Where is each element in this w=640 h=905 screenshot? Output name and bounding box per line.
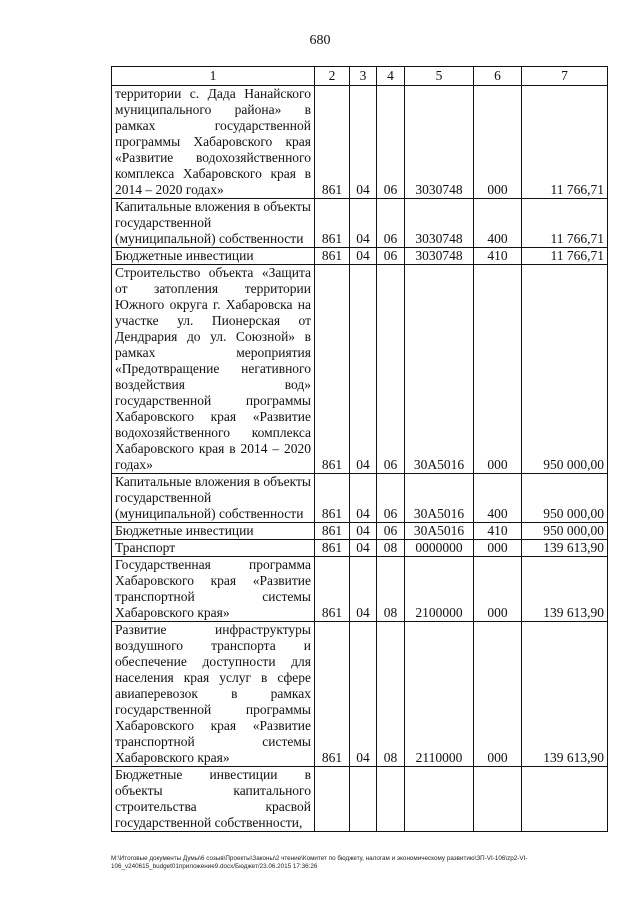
table-row <box>112 265 608 474</box>
row-cell-c4: 08 <box>377 622 405 767</box>
row-description: Государственная программа Хабаровского края «Развитие транспортной системы Хабаровского края» <box>112 557 315 622</box>
row-cell-c6: 400 <box>474 474 522 523</box>
row-cell-c5: 2100000 <box>405 557 474 622</box>
row-cell-c7: 950 000,00 <box>522 474 608 523</box>
row-cell-c2: 861 <box>315 557 350 622</box>
row-cell-c3: 04 <box>350 523 377 540</box>
table-row <box>112 86 608 199</box>
row-cell-c4: 06 <box>377 248 405 265</box>
column-header: 1 <box>112 67 315 86</box>
row-cell-c6: 410 <box>474 523 522 540</box>
row-cell-c7: 139 613,90 <box>522 540 608 557</box>
row-description: Строительство объекта «Защита от затопления территории Южного округа г. Хабаровска на участке ул. Пионерская от Дендрария до ул. Союзной» в рамках мероприятия «Предотвращение негативного воздействия вод» государственной программы Хабаровского края «Развитие водохозяйственного комплекса Хабаровского края в 2014 – 2020 годах» <box>112 265 315 474</box>
table-row <box>112 199 608 248</box>
row-cell-c4: 06 <box>377 474 405 523</box>
row-cell-c3: 04 <box>350 265 377 474</box>
column-header: 7 <box>522 67 608 86</box>
page-number: 680 <box>309 33 331 48</box>
row-description: Капитальные вложения в объекты государственной (муниципальной) собственности <box>112 474 315 523</box>
budget-table-body <box>112 86 608 832</box>
table-row <box>112 622 608 767</box>
table-row <box>112 523 608 540</box>
row-cell-c7: 11 766,71 <box>522 248 608 265</box>
row-description: Развитие инфраструктуры воздушного транспорта и обеспечение доступности для населения края услуг в сфере авиаперевозок в рамках государственной программы Хабаровского края «Развитие транспортной системы Хабаровского края» <box>112 622 315 767</box>
row-cell-c2: 861 <box>315 265 350 474</box>
row-cell-c5: 3030748 <box>405 86 474 199</box>
row-cell-c6: 400 <box>474 199 522 248</box>
row-cell-c4: 06 <box>377 523 405 540</box>
row-cell-c2: 861 <box>315 540 350 557</box>
row-description: Бюджетные инвестиции <box>112 523 315 540</box>
row-description: Бюджетные инвестиции <box>112 248 315 265</box>
row-cell-c5 <box>405 767 474 832</box>
footer-file-path: M:\Итоговые документы Думы\6 созыв\Проекты\Законы\2 чтение\Комитет по бюджету, налогам и экономическому развитию\ЗП-VI-106\zp2-VI-106_v240615_budget01приложение9.docx/Бюджет/23.06.2015 17:36:26 <box>111 855 528 870</box>
row-cell-c7: 139 613,90 <box>522 622 608 767</box>
row-cell-c7: 11 766,71 <box>522 199 608 248</box>
column-header: 4 <box>377 67 405 86</box>
row-cell-c3: 04 <box>350 622 377 767</box>
row-cell-c3: 04 <box>350 557 377 622</box>
row-cell-c4 <box>377 767 405 832</box>
row-cell-c5: 0000000 <box>405 540 474 557</box>
row-description: территории с. Дада Нанайского муниципального района» в рамках государственной программы Хабаровского края «Развитие водохозяйственного комплекса Хабаровского края в 2014 – 2020 годах» <box>112 86 315 199</box>
row-cell-c5: 30А5016 <box>405 523 474 540</box>
row-cell-c3: 04 <box>350 248 377 265</box>
table-row <box>112 767 608 832</box>
row-cell-c2: 861 <box>315 523 350 540</box>
column-header: 6 <box>474 67 522 86</box>
row-cell-c5: 3030748 <box>405 248 474 265</box>
header-row <box>112 67 608 86</box>
row-cell-c4: 06 <box>377 86 405 199</box>
row-cell-c7 <box>522 767 608 832</box>
row-cell-c6 <box>474 767 522 832</box>
row-cell-c2: 861 <box>315 248 350 265</box>
row-cell-c4: 06 <box>377 265 405 474</box>
column-header: 5 <box>405 67 474 86</box>
row-cell-c7: 950 000,00 <box>522 265 608 474</box>
row-cell-c3: 04 <box>350 199 377 248</box>
row-cell-c7: 950 000,00 <box>522 523 608 540</box>
row-description: Транспорт <box>112 540 315 557</box>
row-cell-c6: 000 <box>474 557 522 622</box>
row-description: Бюджетные инвестиции в объекты капитального строительства красвой государственной собственности, <box>112 767 315 832</box>
column-header: 3 <box>350 67 377 86</box>
column-header: 2 <box>315 67 350 86</box>
table-row <box>112 540 608 557</box>
row-cell-c6: 000 <box>474 622 522 767</box>
row-cell-c5: 2110000 <box>405 622 474 767</box>
row-cell-c6: 000 <box>474 86 522 199</box>
row-cell-c7: 11 766,71 <box>522 86 608 199</box>
row-cell-c4: 06 <box>377 199 405 248</box>
row-cell-c4: 08 <box>377 540 405 557</box>
row-cell-c6: 000 <box>474 265 522 474</box>
table-row <box>112 557 608 622</box>
row-cell-c4: 08 <box>377 557 405 622</box>
row-cell-c5: 30А5016 <box>405 474 474 523</box>
budget-table <box>111 66 608 832</box>
row-cell-c2: 861 <box>315 622 350 767</box>
row-cell-c3: 04 <box>350 474 377 523</box>
row-cell-c6: 000 <box>474 540 522 557</box>
table-row <box>112 474 608 523</box>
row-description: Капитальные вложения в объекты государственной (муниципальной) собственности <box>112 199 315 248</box>
row-cell-c2: 861 <box>315 86 350 199</box>
row-cell-c3 <box>350 767 377 832</box>
row-cell-c3: 04 <box>350 540 377 557</box>
row-cell-c2 <box>315 767 350 832</box>
row-cell-c3: 04 <box>350 86 377 199</box>
row-cell-c2: 861 <box>315 474 350 523</box>
row-cell-c6: 410 <box>474 248 522 265</box>
budget-table-container <box>111 66 607 832</box>
row-cell-c7: 139 613,90 <box>522 557 608 622</box>
row-cell-c2: 861 <box>315 199 350 248</box>
row-cell-c5: 3030748 <box>405 199 474 248</box>
row-cell-c5: 30А5016 <box>405 265 474 474</box>
table-row <box>112 248 608 265</box>
